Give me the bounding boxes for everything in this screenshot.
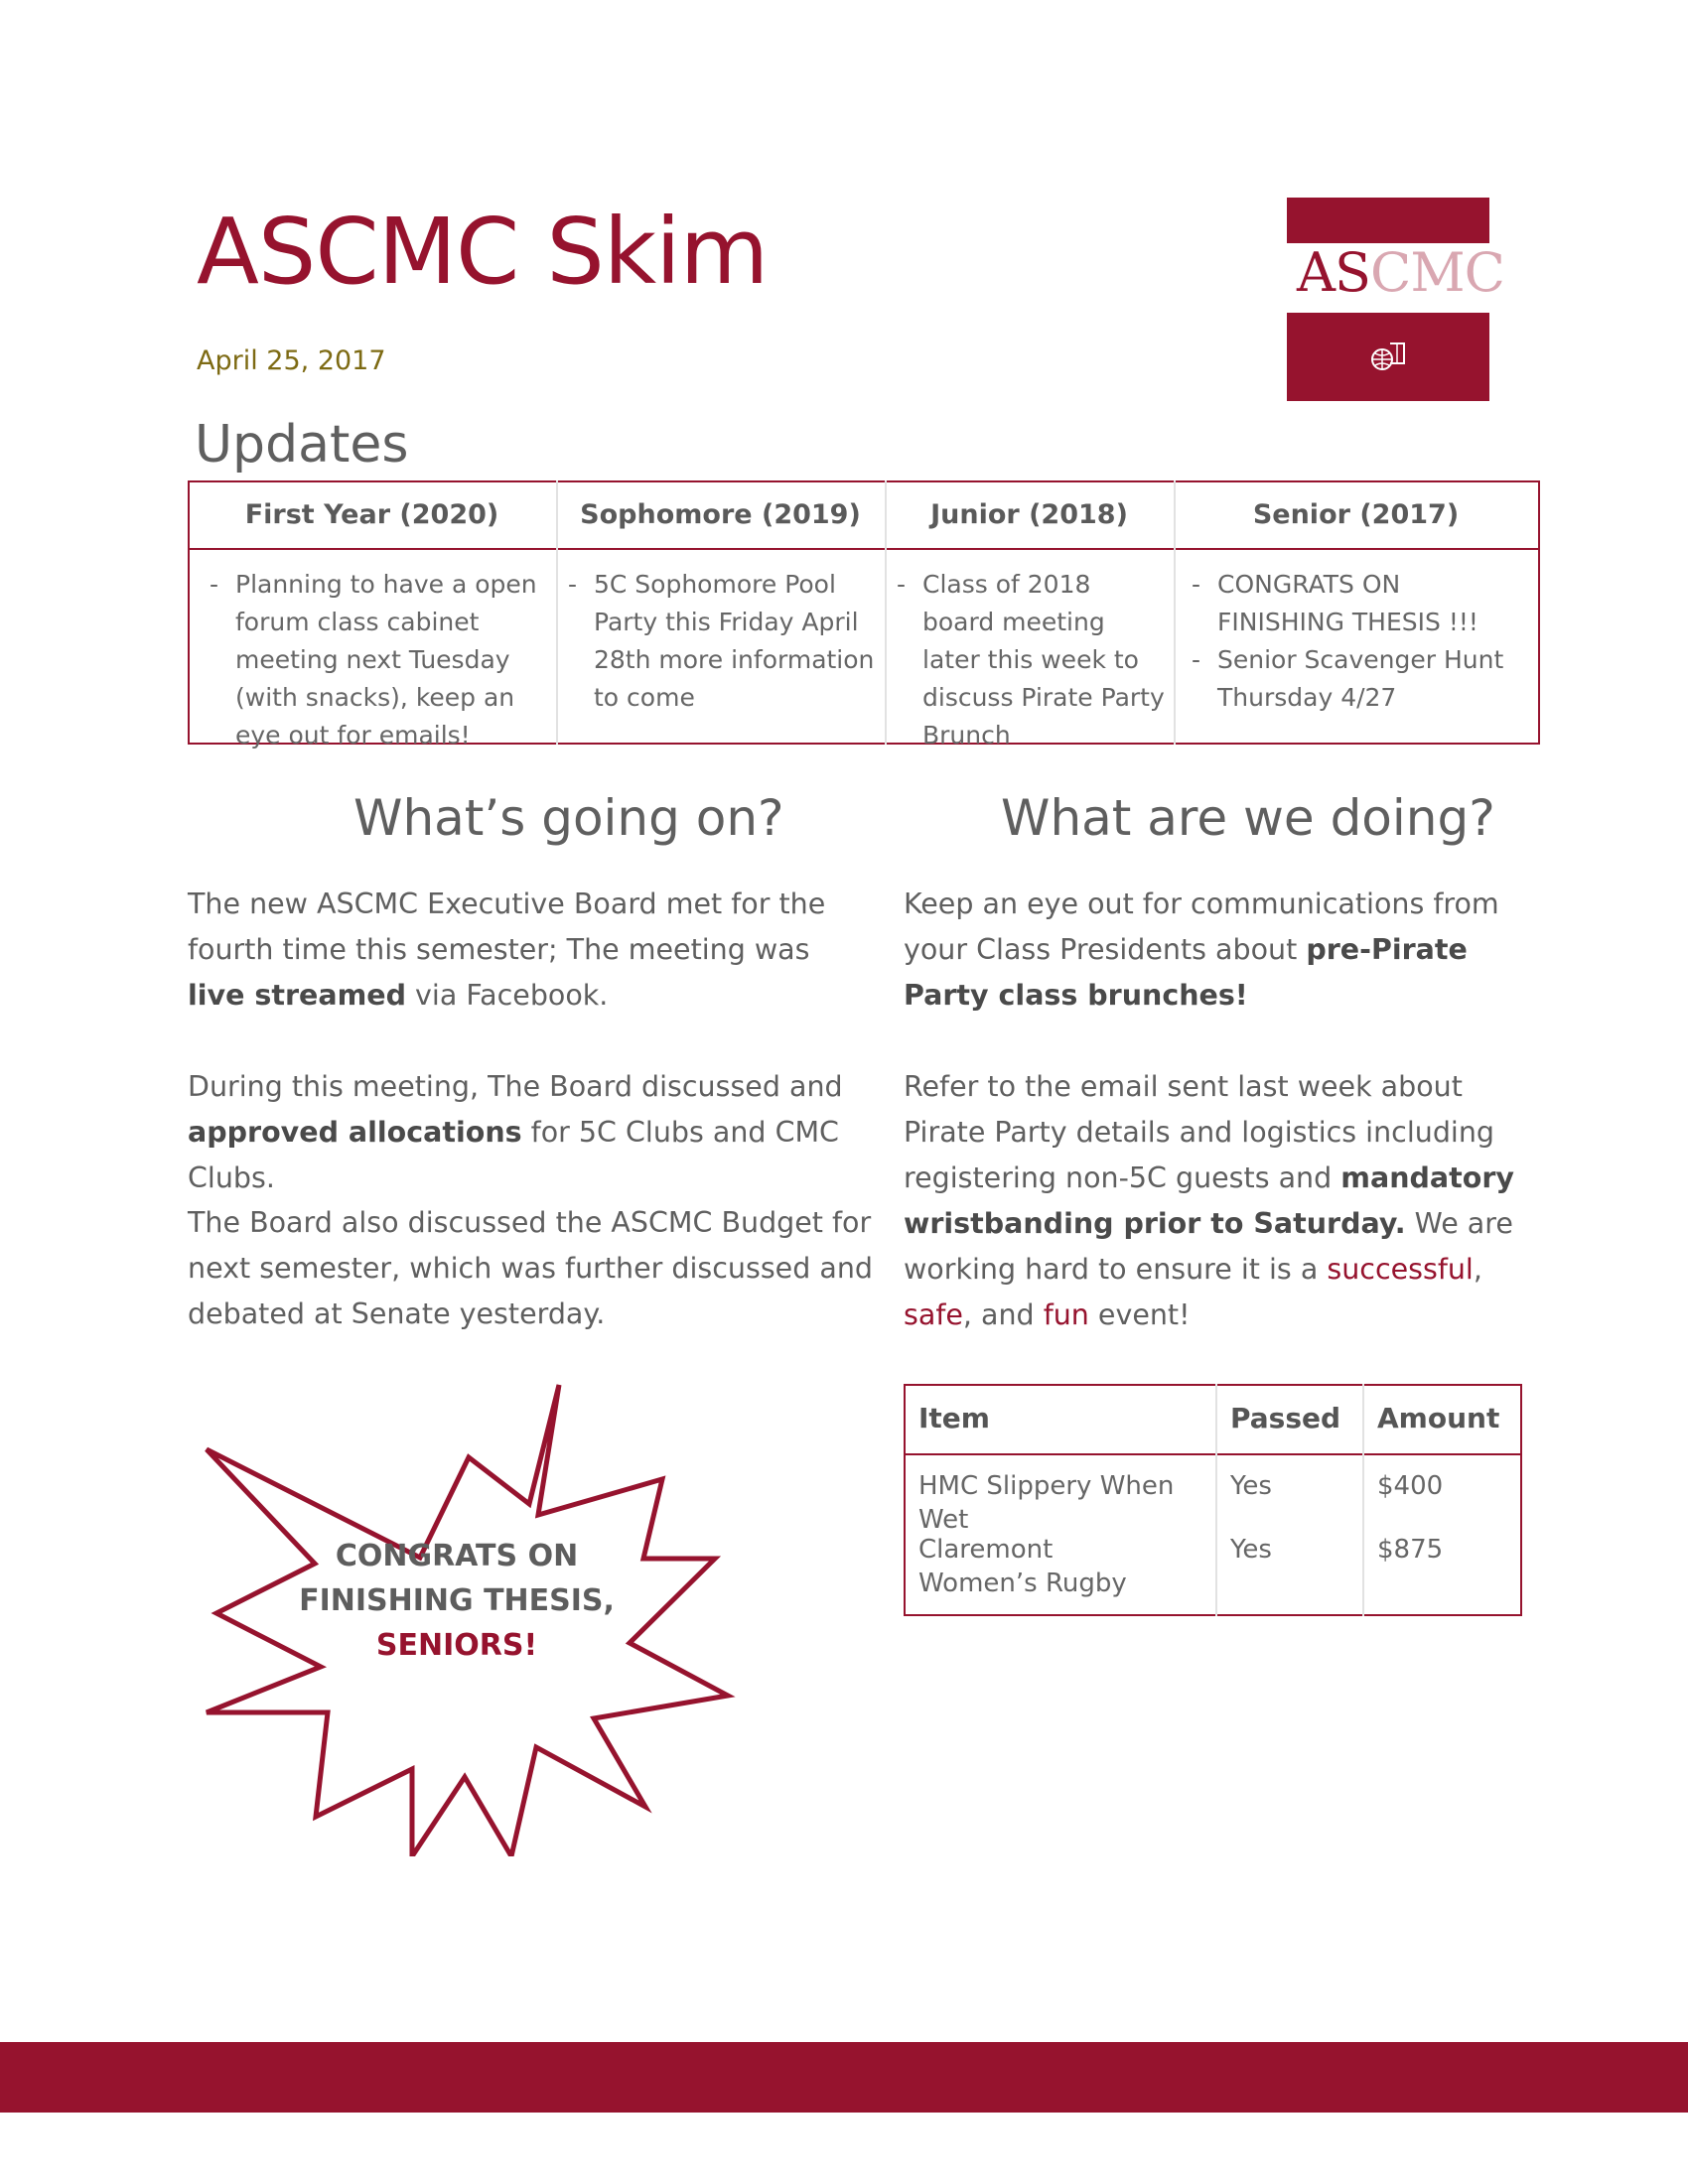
table-header-divider xyxy=(904,1453,1522,1455)
what-are-we-doing-title: What are we doing? xyxy=(1001,789,1495,847)
allocations-table xyxy=(904,1384,1522,1616)
update-column-junior xyxy=(885,480,1174,750)
page-title: ASCMC Skim xyxy=(197,199,769,305)
column-header-item: Item xyxy=(918,1402,990,1434)
table-column-divider xyxy=(1215,1384,1217,1616)
updates-right-border xyxy=(1538,480,1540,745)
update-column-first-year xyxy=(188,480,556,750)
bold-text: approved allocations xyxy=(188,1116,522,1149)
congrats-starburst xyxy=(189,1380,745,1856)
table-bottom-border xyxy=(904,1614,1522,1616)
column-header-amount: Amount xyxy=(1377,1402,1500,1434)
text-run: The Board also discussed the ASCMC Budget for next semester, which was further discussed and debated at Senate yesterday. xyxy=(188,1206,873,1330)
ascmc-logo xyxy=(1287,198,1504,401)
update-item: - Senior Scavenger Hunt Thursday 4/27 xyxy=(1192,641,1530,717)
text-run: , and xyxy=(962,1298,1044,1331)
table-column-divider xyxy=(1362,1384,1364,1616)
left-paragraph-1 xyxy=(188,882,873,1019)
bold-text: pre-Pirate Party class brunches! xyxy=(904,933,1468,1012)
bold-text: mandatory wristbanding prior to Saturday. xyxy=(904,1161,1514,1240)
update-heading: Senior (2017) xyxy=(1252,498,1460,530)
update-list xyxy=(1192,566,1530,717)
updates-table xyxy=(188,480,1540,750)
logo-top-bar xyxy=(1287,198,1489,243)
update-column-sophomore xyxy=(556,480,885,743)
starburst-line-3: SENIORS! xyxy=(375,1628,538,1663)
table-right-border xyxy=(1520,1384,1522,1616)
issue-date: April 25, 2017 xyxy=(197,345,386,376)
logo-wordmark xyxy=(1297,241,1504,304)
update-heading: Junior (2018) xyxy=(930,498,1128,530)
table-left-border xyxy=(904,1384,906,1616)
update-list xyxy=(568,566,877,717)
updates-title: Updates xyxy=(195,415,409,475)
logo-bottom-bar xyxy=(1287,313,1489,401)
update-item: - Class of 2018 board meeting later this week to discuss Pirate Party Brunch xyxy=(897,566,1166,754)
update-heading: First Year (2020) xyxy=(244,498,499,530)
text-run: Refer to the email sent last week about Pirate Party details and logistics including registering non-5C guests and xyxy=(904,1070,1494,1194)
text-run: During this meeting, The Board discussed and xyxy=(188,1070,843,1103)
text-run: Keep an eye out for communications from your Class Presidents about xyxy=(904,887,1499,966)
row-2-item: Claremont Women’s Rugby xyxy=(918,1535,1127,1598)
right-paragraph-2 xyxy=(904,1064,1519,1338)
row-1-amount: $400 xyxy=(1377,1471,1444,1501)
text-run: event! xyxy=(1088,1298,1191,1331)
accent-text: fun xyxy=(1043,1298,1089,1331)
logo-wordmark-faint: CMC xyxy=(1370,241,1504,304)
logo-wordmark-main: AS xyxy=(1297,241,1370,304)
update-item: - Planning to have a open forum class cabinet meeting next Tuesday (with snacks), keep an eye out for emails! xyxy=(210,566,548,754)
update-column-senior xyxy=(1174,480,1538,743)
footer-bar xyxy=(0,2042,1688,2113)
whats-going-on-title: What’s going on? xyxy=(353,789,784,847)
accent-text: safe xyxy=(904,1298,963,1331)
update-item: - 5C Sophomore Pool Party this Friday April 28th more information to come xyxy=(568,566,877,717)
text-run: The new ASCMC Executive Board met for the fourth time this semester; The meeting was xyxy=(188,887,826,966)
row-1-item: HMC Slippery When Wet xyxy=(918,1471,1175,1535)
starburst-outline xyxy=(207,1385,728,1856)
row-2-passed: Yes xyxy=(1230,1535,1272,1565)
row-2-amount: $875 xyxy=(1377,1535,1444,1565)
table-top-border xyxy=(904,1384,1522,1386)
update-list xyxy=(210,566,548,754)
starburst-line-1: CONGRATS ON xyxy=(335,1539,579,1573)
globe-book-icon xyxy=(1368,340,1408,375)
left-paragraph-3 xyxy=(188,1200,873,1337)
text-run: We are working hard to ensure it is a xyxy=(904,1207,1513,1286)
row-1-passed: Yes xyxy=(1230,1471,1272,1501)
text-run: , xyxy=(1473,1253,1482,1286)
column-header-passed: Passed xyxy=(1230,1402,1341,1434)
text-run: via Facebook. xyxy=(406,979,609,1012)
bold-text: live streamed xyxy=(188,979,406,1012)
update-list xyxy=(897,566,1166,754)
update-item: - CONGRATS ON FINISHING THESIS !!! xyxy=(1192,566,1530,641)
right-paragraph-1 xyxy=(904,882,1519,1019)
starburst-line-2: FINISHING THESIS, xyxy=(299,1583,615,1618)
left-paragraph-2 xyxy=(188,1064,873,1201)
accent-text: successful xyxy=(1327,1253,1474,1286)
text-run: for 5C Clubs and CMC Clubs. xyxy=(188,1116,839,1194)
update-heading: Sophomore (2019) xyxy=(580,498,861,530)
